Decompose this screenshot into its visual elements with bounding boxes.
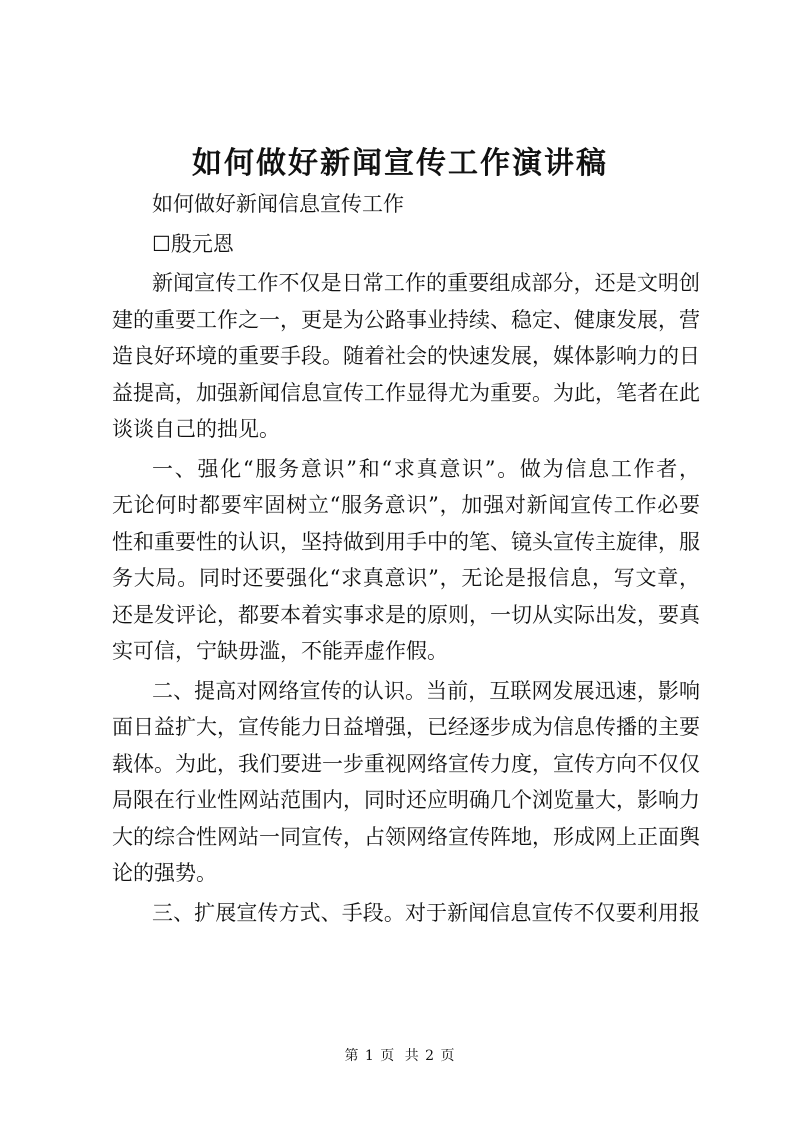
paragraph-line: 益提高，加强新闻信息宣传工作显得尤为重要。为此，笔者在此 <box>112 380 700 405</box>
paragraph-line: 面日益扩大，宣传能力日益增强，已经逐步成为信息传播的主要 <box>112 715 700 739</box>
subtitle: 如何做好新闻信息宣传工作 <box>152 192 404 216</box>
paragraph-line: 务大局。同时还要强化“求真意识”，无论是报信息，写文章， <box>112 566 700 590</box>
paragraph-line: 性和重要性的认识，坚持做到用手中的笔、镜头宣传主旋律，服 <box>112 529 700 554</box>
paragraph-2 <box>112 451 700 670</box>
document-body <box>112 186 700 931</box>
paragraph-line: 三、扩展宣传方式、手段。对于新闻信息宣传不仅要利用报 <box>152 900 700 925</box>
author-line: ☐殷元恩 <box>152 231 234 256</box>
paragraph-line: 造良好环境的重要手段。随着社会的快速发展，媒体影响力的日 <box>112 344 700 368</box>
paragraph-line: 论的强势。 <box>112 861 217 885</box>
paragraph-line: 载体。为此，我们要进一步重视网络宣传力度，宣传方向不仅仅 <box>112 751 700 776</box>
paragraph-line: 实可信，宁缺毋滥，不能弄虚作假。 <box>112 639 448 663</box>
paragraph-line: 一、强化“服务意识”和“求真意识”。做为信息工作者， <box>152 456 700 481</box>
page-total: 共 2 页 <box>404 1048 456 1064</box>
paragraph-line: 新闻宣传工作不仅是日常工作的重要组成部分，还是文明创 <box>152 271 700 295</box>
paragraph-line: 二、提高对网络宣传的认识。当前，互联网发展迅速，影响 <box>152 678 700 703</box>
document-title: 如何做好新闻宣传工作演讲稿 <box>192 146 608 181</box>
page-number: 第 1 页 <box>344 1048 396 1064</box>
paragraph-1 <box>112 265 700 448</box>
page-footer <box>0 1045 800 1065</box>
paragraph-line: 谈谈自己的拙见。 <box>112 417 280 441</box>
paragraph-line: 建的重要工作之一，更是为公路事业持续、稳定、健康发展，营 <box>112 307 700 332</box>
paragraph-line: 大的综合性网站一同宣传，占领网络宣传阵地，形成网上正面舆 <box>112 824 700 849</box>
paragraph-4 <box>112 895 700 932</box>
paragraph-line: 还是发评论，都要本着实事求是的原则，一切从实际出发，要真 <box>112 602 700 627</box>
paragraph-3 <box>112 673 700 892</box>
paragraph-line: 无论何时都要牢固树立“服务意识”，加强对新闻宣传工作必要 <box>112 493 700 517</box>
paragraph-line: 局限在行业性网站范围内，同时还应明确几个浏览量大，影响力 <box>112 788 700 812</box>
